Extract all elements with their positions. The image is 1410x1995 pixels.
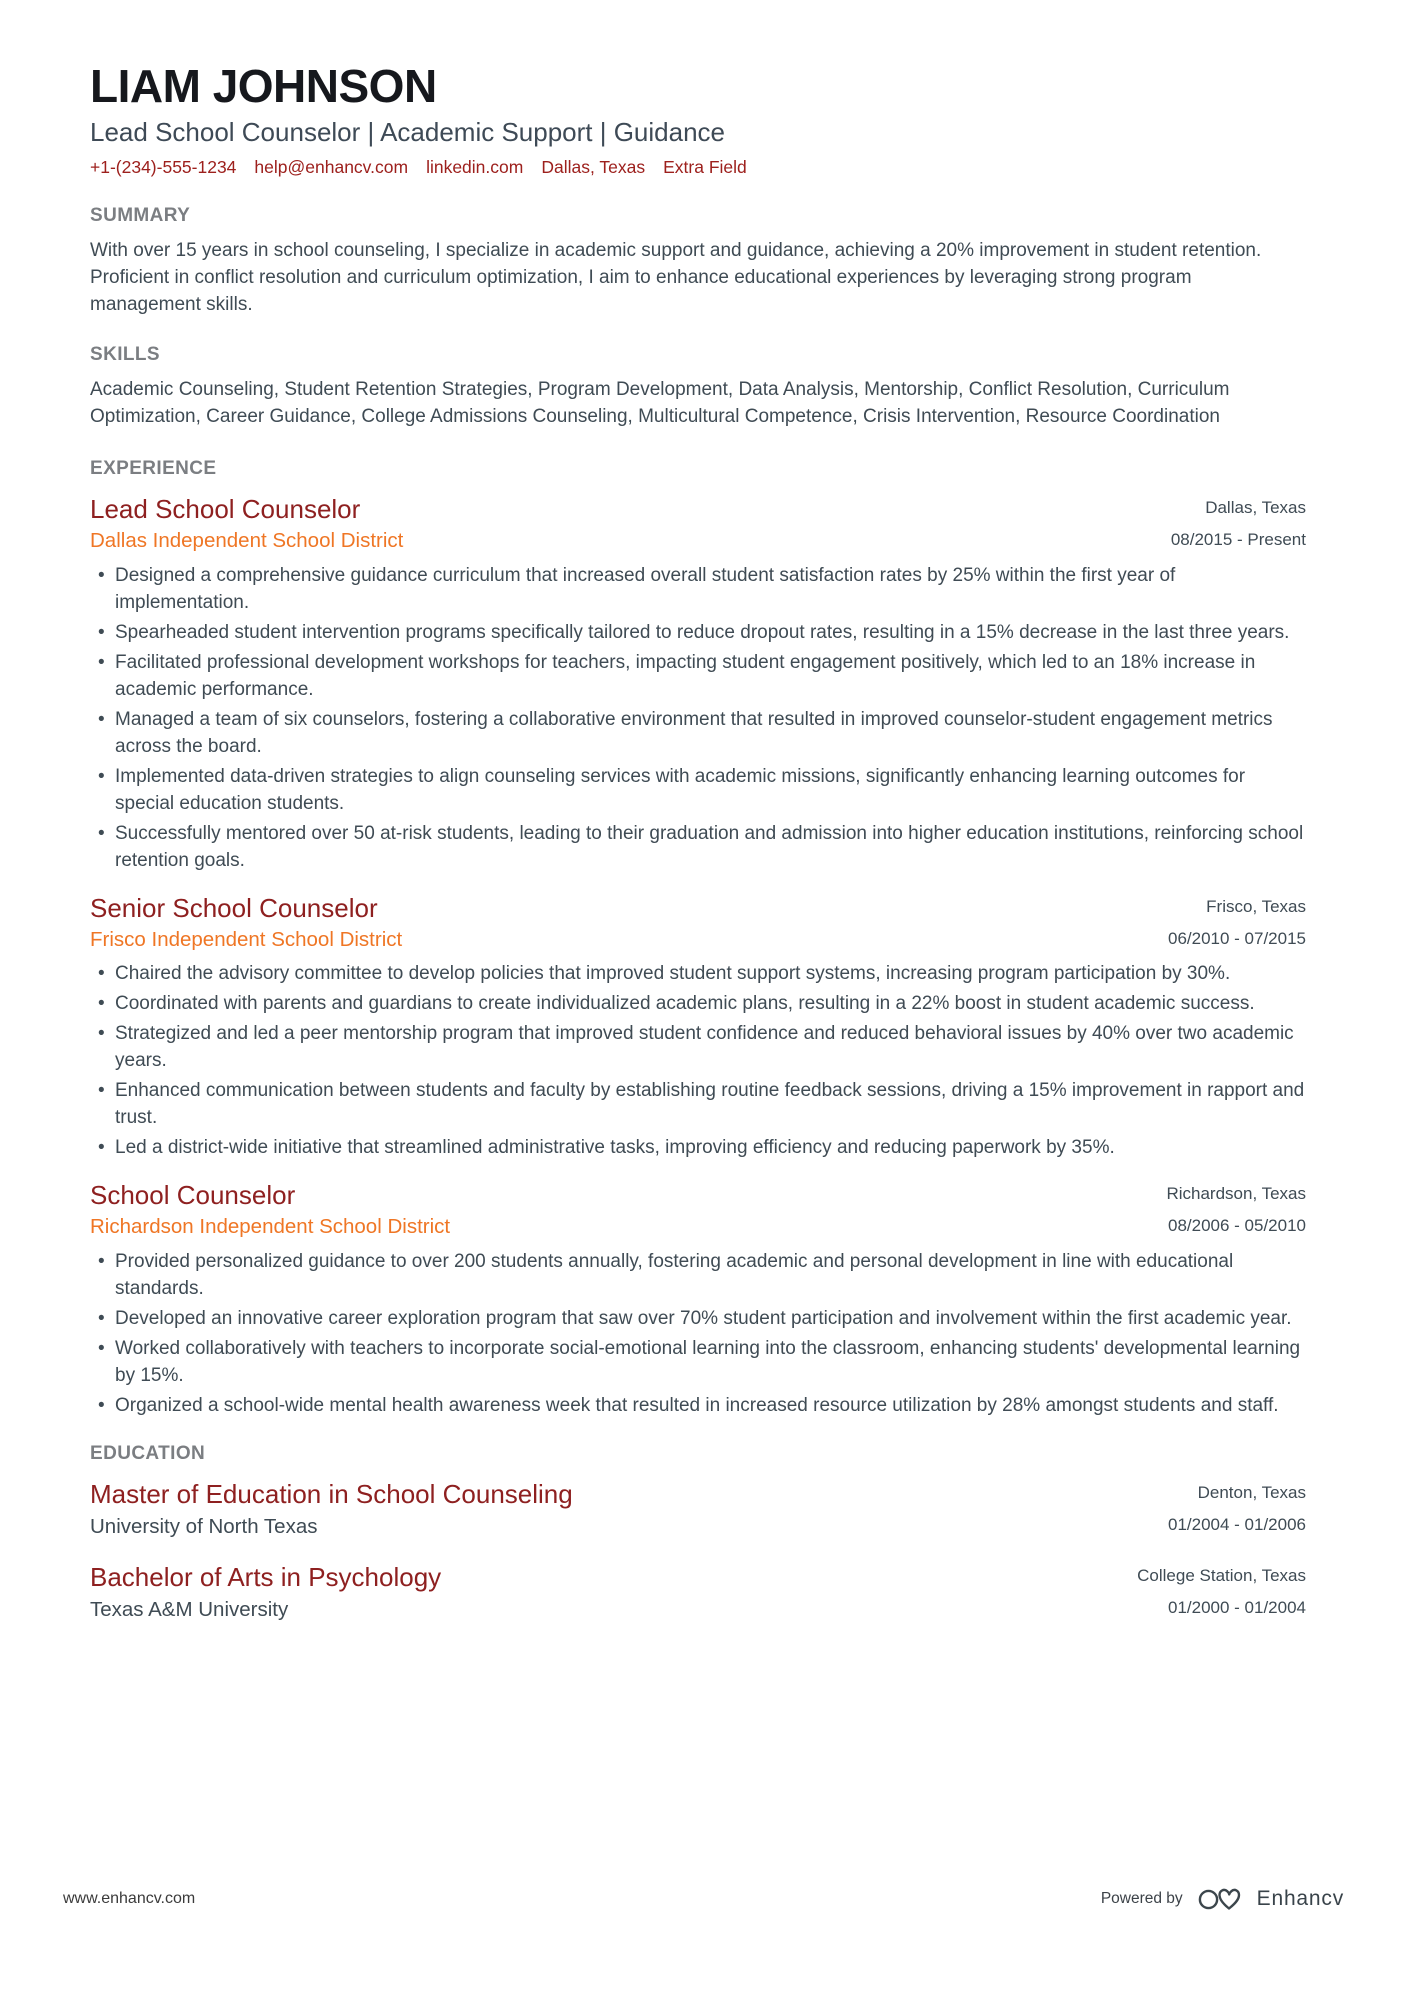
- contact-phone[interactable]: +1-(234)-555-1234: [90, 157, 237, 178]
- job-entry: [90, 495, 1306, 873]
- education-header: [90, 1563, 1306, 1622]
- job-bullet: • Provided personalized guidance to over 200 students annually, fostering academic and personal development in line with educational standards.: [90, 1248, 1306, 1302]
- job-title-block: [90, 1181, 450, 1239]
- experience-heading: EXPERIENCE: [90, 458, 217, 480]
- job-header: [90, 894, 1306, 952]
- job-bullet: • Implemented data-driven strategies to align counseling services with academic missions, significantly enhancing learning outcomes for special education students.: [90, 763, 1306, 817]
- job-entry: [90, 894, 1306, 1161]
- job-bullet-list: [90, 562, 1306, 874]
- degree-title: Bachelor of Arts in Psychology: [90, 1562, 442, 1593]
- job-location: Richardson, Texas: [1166, 1184, 1306, 1204]
- job-bullet: • Successfully mentored over 50 at-risk students, leading to their graduation and admission into higher education institutions, reinforcing school retention goals.: [90, 820, 1306, 874]
- job-company: Dallas Independent School District: [90, 529, 404, 553]
- candidate-name: LIAM JOHNSON: [90, 60, 437, 112]
- summary-heading: SUMMARY: [90, 205, 191, 227]
- summary-section: [90, 205, 1306, 318]
- job-bullet: • Strategized and led a peer mentorship program that improved student confidence and reduced behavioral issues by 40% over two academic years.: [90, 1020, 1306, 1074]
- job-title: Lead School Counselor: [90, 494, 361, 525]
- education-meta: [1148, 1480, 1306, 1535]
- job-dates: 06/2010 - 07/2015: [1167, 928, 1306, 948]
- job-bullet: • Coordinated with parents and guardians to create individualized academic plans, resulting in a 22% boost in student academic success.: [90, 990, 1306, 1017]
- contact-row: [90, 157, 1306, 178]
- powered-by-label: Powered by: [1100, 1890, 1183, 1907]
- job-meta: [1148, 894, 1306, 949]
- job-bullet-list: [90, 960, 1306, 1161]
- enhancv-logo-icon: [1198, 1884, 1242, 1914]
- skills-heading: SKILLS: [90, 344, 160, 366]
- footer-website-link[interactable]: www.enhancv.com: [63, 1890, 196, 1907]
- job-bullet: • Led a district-wide initiative that streamlined administrative tasks, improving efficiency and reducing paperwork by 35%.: [90, 1134, 1306, 1161]
- school-name: Texas A&M University: [90, 1598, 289, 1622]
- contact-extra-field: Extra Field: [663, 157, 747, 178]
- skills-text: Academic Counseling, Student Retention Strategies, Program Development, Data Analysis, Mentorship, Conflict Resolution, Curriculum Optimization, Career Guidance, College Admissions Counseling, Multicultural Competence, Crisis Intervention, Resource Coordination: [90, 379, 1230, 428]
- powered-by-block[interactable]: [1101, 1884, 1344, 1914]
- job-dates: 08/2015 - Present: [1170, 530, 1306, 550]
- job-dates: 08/2006 - 05/2010: [1167, 1216, 1306, 1236]
- job-location: Dallas, Texas: [1205, 498, 1306, 518]
- job-header: [90, 1181, 1306, 1239]
- experience-section: [90, 458, 1306, 1418]
- candidate-headline: Lead School Counselor | Academic Support | Guidance: [90, 117, 726, 148]
- job-company: Richardson Independent School District: [90, 1215, 451, 1239]
- job-meta: [1151, 495, 1306, 550]
- education-entry: [90, 1563, 1306, 1622]
- education-dates: 01/2004 - 01/2006: [1167, 1514, 1306, 1534]
- degree-title: Master of Education in School Counseling: [90, 1478, 573, 1509]
- contact-linkedin[interactable]: linkedin.com: [426, 157, 524, 178]
- education-meta: [1117, 1563, 1306, 1618]
- education-title-block: [90, 1563, 441, 1622]
- job-bullet: • Enhanced communication between students and faculty by establishing routine feedback sessions, driving a 15% improvement in rapport and trust.: [90, 1077, 1306, 1131]
- contact-email[interactable]: help@enhancv.com: [254, 157, 409, 178]
- job-bullet: • Organized a school-wide mental health awareness week that resulted in increased resource utilization by 28% amongst students and staff.: [90, 1392, 1306, 1419]
- education-location: Denton, Texas: [1197, 1482, 1306, 1502]
- school-name: University of North Texas: [90, 1514, 318, 1538]
- job-location: Frisco, Texas: [1206, 896, 1306, 916]
- summary-text: With over 15 years in school counseling, I specialize in academic support and guidance, achieving a 20% improvement in student retention. Proficient in conflict resolution and curriculum optimization, I aim to enhance educational experiences by leveraging strong program management skills.: [90, 240, 1262, 316]
- job-bullet: • Spearheaded student intervention programs specifically tailored to reduce dropout rates, resulting in a 15% decrease in the last three years.: [90, 619, 1306, 646]
- education-header: [90, 1480, 1306, 1539]
- job-bullet: • Worked collaboratively with teachers to incorporate social-emotional learning into the classroom, enhancing students' developmental learning by 15%.: [90, 1335, 1306, 1389]
- skills-section: [90, 344, 1306, 430]
- education-heading: EDUCATION: [90, 1442, 206, 1464]
- contact-location: Dallas, Texas: [541, 157, 646, 178]
- job-title: School Counselor: [90, 1180, 296, 1211]
- education-location: College Station, Texas: [1137, 1566, 1306, 1586]
- education-entry: [90, 1480, 1306, 1539]
- job-bullet: • Designed a comprehensive guidance curriculum that increased overall student satisfaction rates by 25% within the first year of implementation.: [90, 562, 1306, 616]
- page-footer: [63, 1884, 1344, 1914]
- job-company: Frisco Independent School District: [90, 927, 403, 951]
- job-title-block: [90, 495, 403, 553]
- enhancv-wordmark: Enhancv: [1256, 1887, 1344, 1910]
- job-bullet: • Chaired the advisory committee to develop policies that improved student support systems, increasing program participation by 30%.: [90, 960, 1306, 987]
- resume-header: [90, 62, 1306, 178]
- job-header: [90, 495, 1306, 553]
- job-meta: [1146, 1181, 1306, 1236]
- job-bullet: • Developed an innovative career exploration program that saw over 70% student participation and involvement within the first academic year.: [90, 1305, 1306, 1332]
- job-bullet: • Facilitated professional development workshops for teachers, impacting student engagement positively, which led to an 18% increase in academic performance.: [90, 649, 1306, 703]
- job-bullet-list: [90, 1248, 1306, 1419]
- job-title: Senior School Counselor: [90, 892, 378, 923]
- education-dates: 01/2000 - 01/2004: [1167, 1598, 1306, 1618]
- job-title-block: [90, 894, 402, 952]
- job-bullet: • Managed a team of six counselors, fostering a collaborative environment that resulted in improved counselor-student engagement metrics across the board.: [90, 706, 1306, 760]
- job-entry: [90, 1181, 1306, 1418]
- education-title-block: [90, 1480, 573, 1539]
- education-section: [90, 1443, 1306, 1623]
